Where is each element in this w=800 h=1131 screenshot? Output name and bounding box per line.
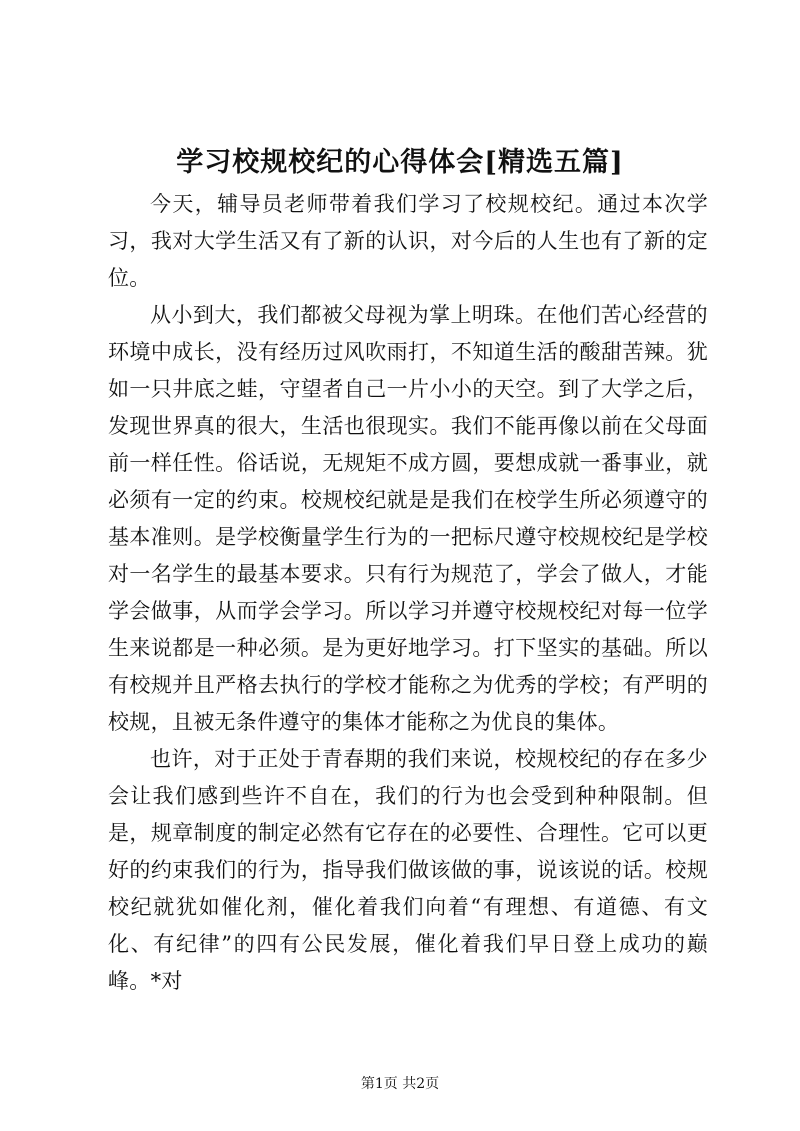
document-body	[108, 186, 708, 1000]
page-number-footer: 第1页 共2页	[360, 1076, 440, 1092]
paragraph-1: 今天，辅导员老师带着我们学习了校规校纪。通过本次学习，我对大学生活又有了新的认识，对今后的人生也有了新的定位。	[108, 192, 708, 290]
paragraph-2: 从小到大，我们都被父母视为掌上明珠。在他们苦心经营的环境中成长，没有经历过风吹雨打，不知道生活的酸甜苦辣。犹如一只井底之蛙，守望者自己一片小小的天空。到了大学之后，发现世界真的很大，生活也很现实。我们不能再像以前在父母面前一样任性。俗话说，无规矩不成方圆，要想成就一番事业，就必须有一定的约束。校规校纪就是是我们在校学生所必须遵守的基本准则。是学校衡量学生行为的一把标尺遵守校规校纪是学校对一名学生的最基本要求。只有行为规范了，学会了做人，才能学会做事，从而学会学习。所以学习并遵守校规校纪对每一位学生来说都是一种必须。是为更好地学习。打下坚实的基础。所以有校规并且严格去执行的学校才能称之为优秀的学校；有严明的校规，且被无条件遵守的集体才能称之为优良的集体。	[108, 303, 708, 734]
paragraph-3: 也许，对于正处于青春期的我们来说，校规校纪的存在多少会让我们感到些许不自在，我们的行为也会受到种种限制。但是，规章制度的制定必然有它存在的必要性、合理性。它可以更好的约束我们的行为，指导我们做该做的事，说该说的话。校规校纪就犹如催化剂，催化着我们向着“有理想、有道德、有文化、有纪律”的四有公民发展，催化着我们早日登上成功的巅峰。*对	[108, 747, 708, 993]
document-title: 学习校规校纪的心得体会[精选五篇]	[176, 147, 624, 178]
